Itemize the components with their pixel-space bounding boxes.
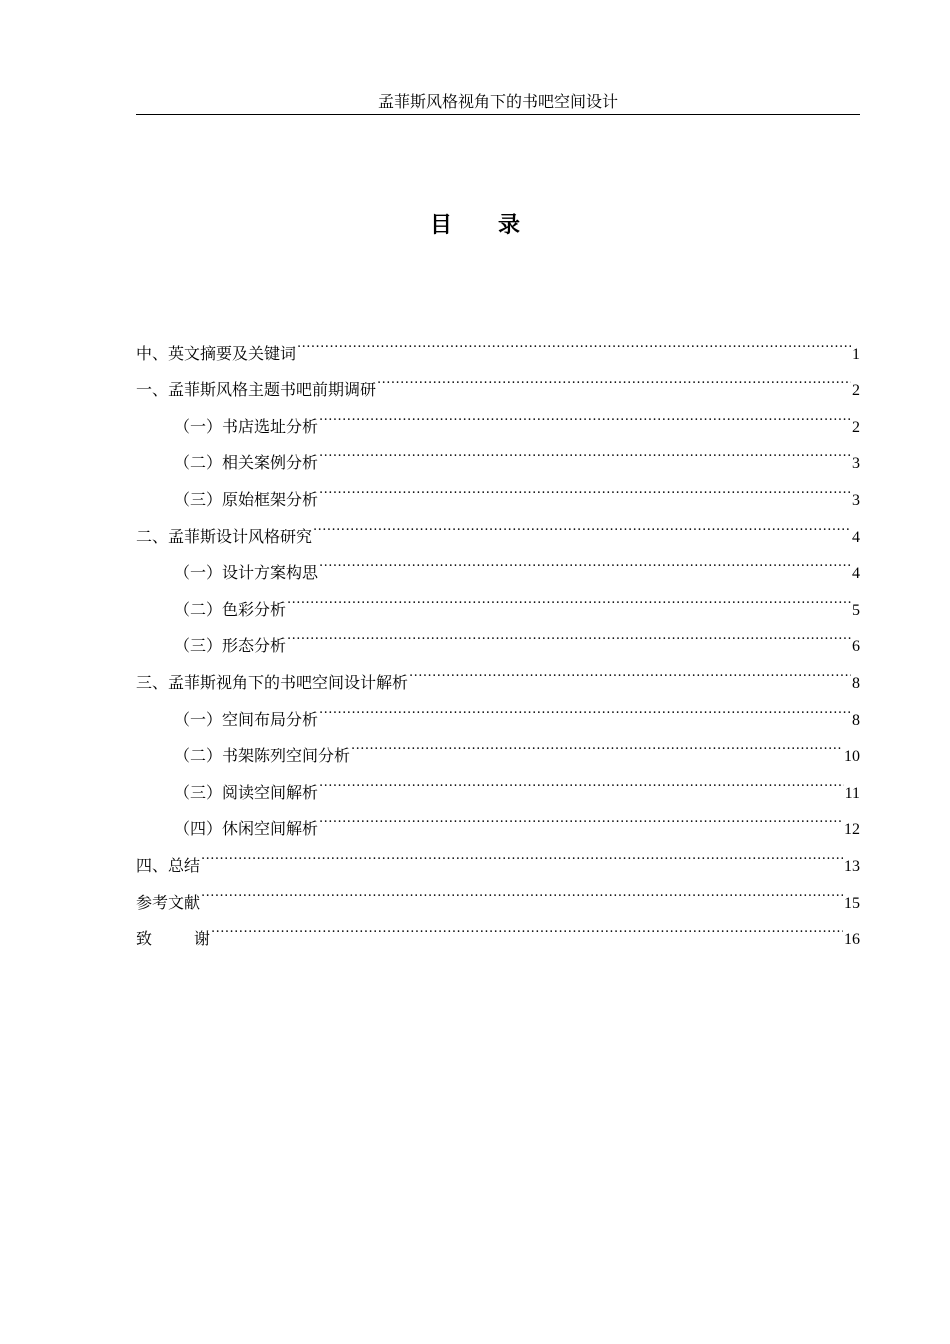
toc-entry-page: 13 <box>844 857 860 875</box>
toc-entry[interactable] <box>136 871 860 912</box>
toc-leader-dots <box>287 615 851 652</box>
toc-entry-page: 5 <box>852 601 860 619</box>
toc-leader-dots <box>319 688 851 725</box>
toc-entry-page: 8 <box>852 674 860 692</box>
toc-leader-dots <box>313 505 851 542</box>
toc-entry-label: 二、孟菲斯设计风格研究 <box>136 526 313 546</box>
toc-entry[interactable] <box>136 834 860 875</box>
toc-entry-label: （一）空间布局分析 <box>174 709 319 729</box>
toc-entry-page: 2 <box>852 418 860 436</box>
toc-entry-label: （二）相关案例分析 <box>174 453 319 473</box>
toc-leader-dots <box>319 432 851 469</box>
toc-entry-page: 12 <box>844 821 860 839</box>
running-header <box>136 90 860 115</box>
toc-leader-dots <box>211 908 843 945</box>
toc-leader-dots <box>201 871 843 908</box>
toc-entry-page: 1 <box>852 345 860 363</box>
toc-entry-page: 10 <box>844 748 860 766</box>
toc-leader-dots <box>409 651 851 688</box>
toc-entry-label: （四）休闲空间解析 <box>174 819 319 839</box>
toc-entry-label-char-2: 谢 <box>194 929 211 949</box>
toc-entry-label: （三）形态分析 <box>174 636 287 656</box>
toc-leader-dots <box>319 468 851 505</box>
toc-entry-page: 11 <box>844 784 860 802</box>
toc-entry-label: （三）原始框架分析 <box>174 489 319 509</box>
toc-leader-dots <box>319 395 851 432</box>
toc-entry-label: 三、孟菲斯视角下的书吧空间设计解析 <box>136 672 409 692</box>
toc-leader-dots <box>351 725 843 762</box>
toc-entry-label: 中、英文摘要及关键词 <box>136 343 297 363</box>
toc-entry-page: 3 <box>852 455 860 473</box>
toc-entry-page: 8 <box>852 711 860 729</box>
toc-entry-page: 16 <box>844 931 860 949</box>
toc-entry-page: 3 <box>852 491 860 509</box>
toc-entry-label: （三）阅读空间解析 <box>174 782 319 802</box>
toc-entry-label <box>136 921 210 958</box>
table-of-contents <box>136 322 860 949</box>
toc-leader-dots <box>319 761 844 798</box>
page-title-char-1: 目 <box>429 212 452 238</box>
running-header-title: 孟菲斯风格视角下的书吧空间设计 <box>377 92 618 111</box>
toc-entry-label: （二）色彩分析 <box>174 599 287 619</box>
toc-entry-page: 6 <box>852 638 860 656</box>
toc-leader-dots <box>287 578 851 615</box>
toc-entry-page: 2 <box>852 382 860 400</box>
toc-entry[interactable] <box>136 908 860 949</box>
toc-entry-label: （一）设计方案构思 <box>174 563 319 583</box>
toc-entry-page: 4 <box>852 565 860 583</box>
toc-entry-page: 15 <box>844 894 860 912</box>
toc-leader-dots <box>319 542 851 579</box>
page-title <box>0 208 950 242</box>
toc-leader-dots <box>201 834 843 871</box>
toc-entry-label-char-1: 致 <box>136 929 153 949</box>
toc-entry-label: （一）书店选址分析 <box>174 416 319 436</box>
page-title-char-2: 录 <box>498 212 521 238</box>
toc-entry-label: 参考文献 <box>136 892 201 912</box>
toc-entry-page: 4 <box>852 528 860 546</box>
toc-entry-label: 一、孟菲斯风格主题书吧前期调研 <box>136 380 377 400</box>
toc-leader-dots <box>319 798 843 835</box>
toc-entry-label: （二）书架陈列空间分析 <box>174 746 351 766</box>
toc-entry-label: 四、总结 <box>136 855 201 875</box>
toc-leader-dots <box>377 359 851 396</box>
toc-leader-dots <box>297 322 851 359</box>
toc-entry[interactable] <box>136 322 860 363</box>
